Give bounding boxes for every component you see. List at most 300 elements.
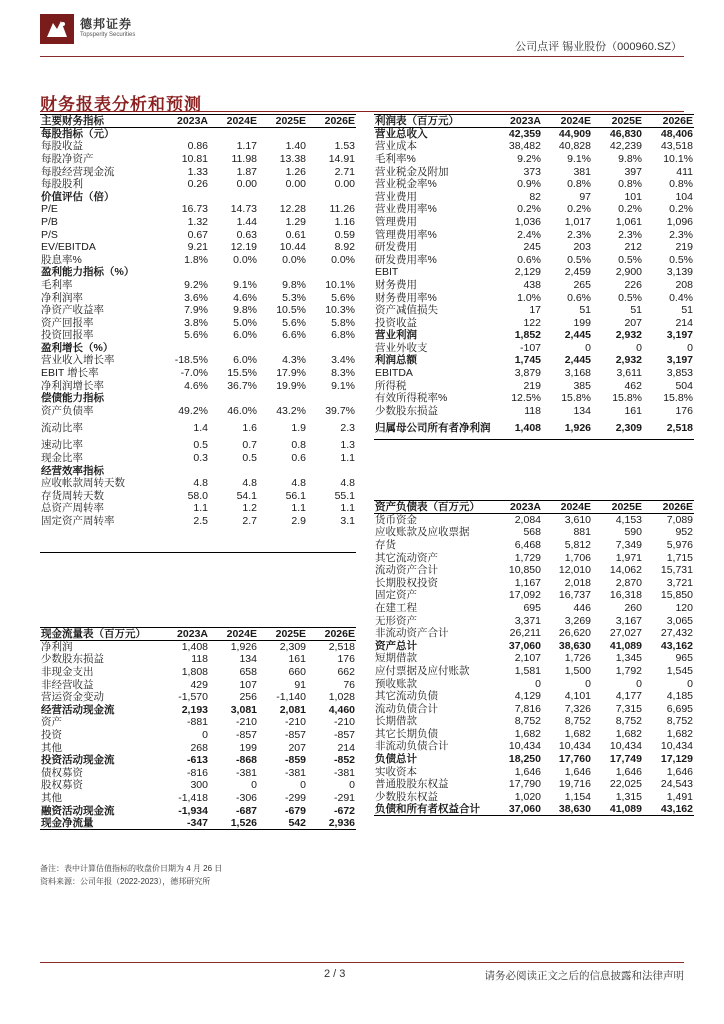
value-cell: 1.26 xyxy=(285,165,306,178)
value-cell: 952 xyxy=(675,526,693,539)
value-cell: -1,418 xyxy=(178,791,208,804)
table-row xyxy=(374,564,694,577)
row-label: 投资回报率 xyxy=(41,329,94,342)
value-cell: -306 xyxy=(235,791,257,804)
table-row xyxy=(374,165,694,178)
table-row xyxy=(374,740,694,753)
value-cell: 2,932 xyxy=(615,354,642,367)
value-cell xyxy=(307,392,356,405)
value-cell: -18.5% xyxy=(174,354,208,367)
value-cell: 5.6% xyxy=(184,329,208,342)
value-cell: 208 xyxy=(675,278,693,291)
value-cell: -857 xyxy=(333,728,355,741)
value-cell: 2,107 xyxy=(514,652,541,665)
value-cell: 1,096 xyxy=(666,215,693,228)
table-row xyxy=(40,316,356,329)
value-cell: 0.9% xyxy=(517,178,541,191)
value-cell: 1.1 xyxy=(291,502,306,515)
table-row xyxy=(40,153,356,166)
value-cell: 10.1% xyxy=(325,278,355,291)
value-cell xyxy=(307,342,356,355)
table-row xyxy=(40,216,356,229)
value-cell: 17,129 xyxy=(660,753,693,766)
year-column-header: 2023A xyxy=(160,115,209,128)
value-cell: 0.00 xyxy=(334,178,355,191)
value-cell: 0.4% xyxy=(669,291,693,304)
value-cell: 22,025 xyxy=(609,778,642,791)
value-cell: 2,445 xyxy=(564,329,591,342)
value-cell xyxy=(258,392,307,405)
value-cell: 1.29 xyxy=(285,215,306,228)
value-cell: 7,089 xyxy=(666,514,693,527)
table-row xyxy=(40,754,356,767)
row-label: 价值评估（倍） xyxy=(41,190,115,203)
valuation-date-note: 备注：表中计算估值指标的收盘价日期为 4 月 26 日 xyxy=(40,864,223,873)
value-cell: 176 xyxy=(675,404,693,417)
row-label: 负债总计 xyxy=(375,753,417,766)
value-cell: 3,853 xyxy=(666,367,693,380)
value-cell: 199 xyxy=(239,741,257,754)
value-cell: 5,812 xyxy=(564,538,591,551)
row-label: 经营活动现金流 xyxy=(41,703,115,716)
table-row xyxy=(40,379,356,392)
year-column-header: 2024E xyxy=(542,501,592,514)
row-label: P/S xyxy=(41,228,58,241)
table-row xyxy=(374,128,694,141)
table-row xyxy=(40,678,356,691)
value-cell: 5.0% xyxy=(233,316,257,329)
value-cell xyxy=(258,464,307,477)
value-cell: 0.0% xyxy=(331,253,355,266)
value-cell: 9.8% xyxy=(233,304,257,317)
value-cell: 10,434 xyxy=(508,740,541,753)
value-cell: 373 xyxy=(523,165,541,178)
table-row xyxy=(40,653,356,666)
value-cell: 1,500 xyxy=(564,664,591,677)
year-column-header: 2023A xyxy=(160,628,209,641)
row-label: 资产 xyxy=(41,716,62,729)
value-cell: 1.16 xyxy=(334,215,355,228)
value-cell: 6,695 xyxy=(666,702,693,715)
row-label: 每股收益 xyxy=(41,140,83,153)
value-cell: 15.5% xyxy=(227,367,257,380)
table-row xyxy=(374,753,694,766)
value-cell: -1,140 xyxy=(276,691,306,704)
value-cell: 8,752 xyxy=(564,715,591,728)
value-cell: 245 xyxy=(523,241,541,254)
table-row xyxy=(374,304,694,317)
value-cell: 2.5 xyxy=(193,515,208,528)
value-cell: 0.61 xyxy=(285,228,306,241)
value-cell: 0.8% xyxy=(618,178,642,191)
value-cell: 3.1 xyxy=(340,515,355,528)
value-cell: 3,139 xyxy=(666,266,693,279)
row-label xyxy=(40,540,160,553)
value-cell: 2.71 xyxy=(334,165,355,178)
row-label: 现金净流量 xyxy=(40,817,160,830)
section-title-underline xyxy=(40,111,684,112)
value-cell: 16.73 xyxy=(181,203,208,216)
value-cell: 161 xyxy=(288,653,306,666)
row-label: 资产回报率 xyxy=(41,316,94,329)
row-label: 每股指标（元） xyxy=(41,128,115,141)
row-label: 营业利润 xyxy=(375,329,417,342)
row-label: 非流动资产合计 xyxy=(375,627,449,640)
value-cell: 0.2% xyxy=(618,203,642,216)
value-cell xyxy=(209,540,258,553)
value-cell: 658 xyxy=(239,665,257,678)
value-cell: 11.98 xyxy=(231,152,257,165)
value-cell: 207 xyxy=(624,316,642,329)
value-cell: 1,408 xyxy=(492,417,542,439)
value-cell xyxy=(209,128,258,141)
value-cell: 91 xyxy=(294,678,306,691)
row-label: 固定资产 xyxy=(375,589,417,602)
header-divider xyxy=(40,56,684,57)
year-column-header: 2024E xyxy=(542,115,592,128)
value-cell xyxy=(160,392,209,405)
row-label: 流动负债合计 xyxy=(375,702,438,715)
row-label: 所得税 xyxy=(375,379,407,392)
income-statement-table xyxy=(374,114,694,440)
value-cell: 3.4% xyxy=(331,354,355,367)
value-cell: 1,706 xyxy=(564,551,591,564)
value-cell: 36.7% xyxy=(227,379,257,392)
value-cell: 15.8% xyxy=(561,392,591,405)
value-cell: 17,760 xyxy=(558,753,591,766)
value-cell: 1,745 xyxy=(514,354,541,367)
table-row xyxy=(40,291,356,304)
row-label: 资产减值损失 xyxy=(375,304,438,317)
value-cell: 41,089 xyxy=(592,803,643,816)
table-row xyxy=(40,515,356,528)
year-column-header: 2025E xyxy=(592,115,643,128)
value-cell: 5,976 xyxy=(666,538,693,551)
table-title-cell: 主要财务指标 xyxy=(40,115,160,128)
row-label: 营业税金率% xyxy=(375,178,437,191)
table-row xyxy=(40,367,356,380)
value-cell: 1.9 xyxy=(291,422,306,435)
value-cell: 1,581 xyxy=(514,664,541,677)
value-cell: 4,101 xyxy=(564,690,591,703)
value-cell xyxy=(307,128,356,141)
value-cell xyxy=(160,266,209,279)
value-cell xyxy=(258,527,307,540)
value-cell: 12.5% xyxy=(511,392,541,405)
value-cell: 19,716 xyxy=(558,778,591,791)
value-cell: 0 xyxy=(202,728,208,741)
value-cell: -857 xyxy=(235,728,257,741)
value-cell: 7,315 xyxy=(615,702,642,715)
value-cell: -687 xyxy=(235,804,257,817)
table-row xyxy=(374,778,694,791)
value-cell: 199 xyxy=(573,316,591,329)
row-label: 每股经营现金流 xyxy=(41,165,115,178)
value-cell: -7.0% xyxy=(180,367,208,380)
value-cell xyxy=(160,464,209,477)
table-row xyxy=(40,165,356,178)
row-label: 存货 xyxy=(375,538,396,551)
value-cell: 3,197 xyxy=(666,354,693,367)
table-row xyxy=(374,253,694,266)
table-row xyxy=(374,241,694,254)
table-row xyxy=(40,417,356,439)
row-label: 经营效率指标 xyxy=(41,464,104,477)
value-cell: 0 xyxy=(636,341,642,354)
row-label: 营运资金变动 xyxy=(41,691,104,704)
value-cell: 1.17 xyxy=(236,140,257,153)
table-row xyxy=(40,439,356,452)
value-cell: 2,309 xyxy=(279,641,306,654)
row-label: 有效所得税率% xyxy=(375,392,448,405)
value-cell: 43,162 xyxy=(660,639,693,652)
row-label: 净资产收益率 xyxy=(41,304,104,317)
value-cell: 5.8% xyxy=(331,316,355,329)
value-cell: 1.8% xyxy=(184,253,208,266)
table-row xyxy=(374,190,694,203)
value-cell: 2.3% xyxy=(669,228,693,241)
table-row xyxy=(40,452,356,465)
table-row xyxy=(374,702,694,715)
table-row xyxy=(40,241,356,254)
table-title-cell: 资产负债表（百万元） xyxy=(374,501,492,514)
value-cell: 10.81 xyxy=(181,152,208,165)
value-cell: 3,197 xyxy=(666,329,693,342)
value-cell: 1.2 xyxy=(242,502,257,515)
row-label: 非流动负债合计 xyxy=(375,740,449,753)
year-column-header: 2025E xyxy=(258,115,307,128)
row-label: 投资 xyxy=(41,728,62,741)
value-cell xyxy=(307,190,356,203)
table-row xyxy=(374,279,694,292)
value-cell: 662 xyxy=(337,665,355,678)
value-cell: 2.7 xyxy=(242,515,257,528)
value-cell: 1,020 xyxy=(514,790,541,803)
value-cell: -881 xyxy=(186,716,208,729)
row-label: 少数股东损益 xyxy=(41,653,104,666)
value-cell: 1,729 xyxy=(514,551,541,564)
table-header-row xyxy=(40,115,356,128)
value-cell: 1.44 xyxy=(236,215,257,228)
value-cell: 2,900 xyxy=(615,266,642,279)
value-cell: 0 xyxy=(535,677,541,690)
value-cell: 43,518 xyxy=(660,140,693,153)
value-cell: 0 xyxy=(687,677,693,690)
value-cell: 4.6% xyxy=(184,379,208,392)
value-cell: -347 xyxy=(160,817,209,830)
value-cell: 122 xyxy=(523,316,541,329)
value-cell: 2,518 xyxy=(328,641,355,654)
value-cell: -672 xyxy=(333,804,355,817)
value-cell: 1,315 xyxy=(615,790,642,803)
table-row xyxy=(40,804,356,817)
balance-sheet-table xyxy=(374,500,694,816)
value-cell xyxy=(160,128,209,141)
value-cell: 695 xyxy=(523,601,541,614)
value-cell: 42,239 xyxy=(609,140,642,153)
table-row xyxy=(40,477,356,490)
row-label: 投资活动现金流 xyxy=(41,754,115,767)
value-cell: 6.8% xyxy=(331,329,355,342)
row-label: 负债和所有者权益合计 xyxy=(374,803,492,816)
value-cell: 1.87 xyxy=(236,165,257,178)
value-cell: 9.1% xyxy=(331,379,355,392)
value-cell: 5.6% xyxy=(282,316,306,329)
value-cell: 0 xyxy=(636,677,642,690)
value-cell: -1,570 xyxy=(178,691,208,704)
value-cell: -816 xyxy=(186,766,208,779)
value-cell: 0 xyxy=(585,341,591,354)
value-cell: 10,850 xyxy=(508,564,541,577)
row-label: 偿债能力指标 xyxy=(41,392,104,405)
value-cell: -857 xyxy=(284,728,306,741)
value-cell: 40,828 xyxy=(558,140,591,153)
value-cell: 1,526 xyxy=(209,817,258,830)
value-cell: 24,543 xyxy=(660,778,693,791)
value-cell: 300 xyxy=(190,779,208,792)
value-cell: 2,018 xyxy=(564,576,591,589)
value-cell: 0.5% xyxy=(669,253,693,266)
value-cell: 207 xyxy=(288,741,306,754)
value-cell: 15,850 xyxy=(660,589,693,602)
value-cell: 4,153 xyxy=(615,514,642,527)
row-label: EV/EBITDA xyxy=(41,241,96,254)
table-row xyxy=(374,379,694,392)
value-cell: 17,790 xyxy=(508,778,541,791)
row-label: 非经营收益 xyxy=(41,678,94,691)
value-cell: 118 xyxy=(191,653,208,666)
table-row xyxy=(374,576,694,589)
table-row xyxy=(40,817,356,830)
value-cell: -381 xyxy=(235,766,257,779)
value-cell: 212 xyxy=(624,241,642,254)
row-label: 资产负债率 xyxy=(41,404,94,417)
value-cell: 16,318 xyxy=(609,589,642,602)
value-cell: 203 xyxy=(573,241,591,254)
value-cell: 3,168 xyxy=(564,367,591,380)
value-cell: 15,731 xyxy=(660,564,693,577)
value-cell: 2,518 xyxy=(643,417,694,439)
value-cell: 58.0 xyxy=(187,489,208,502)
value-cell: 134 xyxy=(573,404,591,417)
row-label: 存货周转天数 xyxy=(41,489,104,502)
table-row xyxy=(40,729,356,742)
value-cell: 0.59 xyxy=(334,228,355,241)
row-label: 营业税金及附加 xyxy=(375,165,449,178)
row-label: 营业费用率% xyxy=(375,203,437,216)
value-cell: 14.91 xyxy=(328,152,355,165)
value-cell: 3,610 xyxy=(564,514,591,527)
row-label: 长期股权投资 xyxy=(375,576,438,589)
value-cell xyxy=(258,266,307,279)
value-cell: 1.6 xyxy=(242,422,257,435)
value-cell: 54.1 xyxy=(236,489,257,502)
value-cell: -381 xyxy=(284,766,306,779)
value-cell: 17 xyxy=(529,304,541,317)
row-label xyxy=(40,527,160,540)
value-cell: 1,926 xyxy=(230,641,257,654)
value-cell: 1,345 xyxy=(615,652,642,665)
table-row xyxy=(374,803,694,816)
row-label: EBIT xyxy=(375,266,399,279)
row-label: 现金比率 xyxy=(41,452,83,465)
table-row xyxy=(374,551,694,564)
value-cell: 4.8 xyxy=(340,477,355,490)
value-cell: 4.3% xyxy=(282,354,306,367)
value-cell: -299 xyxy=(284,791,306,804)
table-row xyxy=(374,690,694,703)
value-cell: 1,726 xyxy=(564,652,591,665)
value-cell: 56.1 xyxy=(285,489,306,502)
row-label: 其他 xyxy=(41,741,62,754)
value-cell: 19.9% xyxy=(276,379,306,392)
table-row xyxy=(40,691,356,704)
row-label: 融资活动现金流 xyxy=(41,804,115,817)
value-cell: 134 xyxy=(239,653,257,666)
value-cell: 107 xyxy=(239,678,257,691)
value-cell: 1,715 xyxy=(666,551,693,564)
logo-name-cn: 德邦证券 xyxy=(80,17,133,31)
logo-name-en: Topsperity Securities xyxy=(80,32,136,38)
value-cell: 38,630 xyxy=(558,639,591,652)
value-cell: 1.3 xyxy=(340,439,355,452)
table-row xyxy=(374,342,694,355)
row-label: 研发费用 xyxy=(375,241,417,254)
row-label: 盈利增长（%） xyxy=(41,341,114,354)
value-cell: 11.26 xyxy=(329,203,355,216)
value-cell: 1,792 xyxy=(615,664,642,677)
value-cell: 0 xyxy=(687,341,693,354)
value-cell xyxy=(209,527,258,540)
row-label: 财务费用率% xyxy=(375,291,437,304)
row-label: 非现金支出 xyxy=(41,665,94,678)
table-row xyxy=(374,627,694,640)
value-cell: 10,434 xyxy=(609,740,642,753)
value-cell: 26,211 xyxy=(509,627,541,640)
value-cell: -210 xyxy=(333,716,355,729)
value-cell: 1,926 xyxy=(542,417,592,439)
key-financial-indicators-table xyxy=(40,114,356,553)
value-cell: 881 xyxy=(573,526,591,539)
value-cell: 0.8 xyxy=(291,439,306,452)
value-cell: 1,154 xyxy=(564,790,591,803)
table-row xyxy=(40,279,356,292)
value-cell: 51 xyxy=(579,304,591,317)
value-cell: 3.8% xyxy=(184,316,208,329)
row-label: 营业成本 xyxy=(375,140,417,153)
year-column-header: 2025E xyxy=(258,628,307,641)
row-label: 营业外收支 xyxy=(375,341,428,354)
value-cell: 268 xyxy=(190,741,208,754)
table-row xyxy=(374,514,694,527)
value-cell: 0.5% xyxy=(618,291,642,304)
value-cell: 1.33 xyxy=(187,165,208,178)
value-cell: 1.53 xyxy=(334,140,355,153)
value-cell: 256 xyxy=(239,691,257,704)
value-cell: -613 xyxy=(186,754,208,767)
value-cell: 38,482 xyxy=(508,140,541,153)
value-cell: 101 xyxy=(624,190,642,203)
row-label: 其他 xyxy=(41,791,62,804)
value-cell: 265 xyxy=(573,278,591,291)
value-cell: 0.67 xyxy=(187,228,208,241)
table-row xyxy=(374,140,694,153)
value-cell: 44,909 xyxy=(558,128,591,141)
value-cell xyxy=(209,464,258,477)
value-cell: 3,371 xyxy=(514,614,541,627)
row-label: 财务费用 xyxy=(375,278,417,291)
row-label: 营业费用 xyxy=(375,190,417,203)
